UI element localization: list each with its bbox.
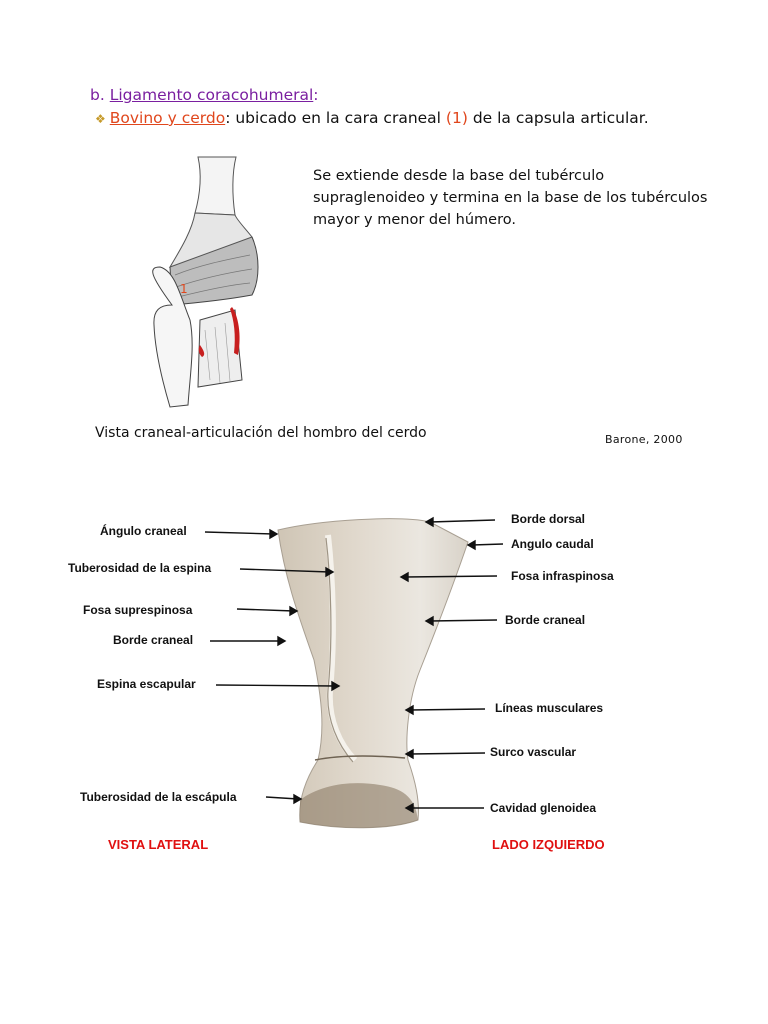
label-fosa-supraespinosa: Fosa suprespinosa	[83, 603, 193, 617]
bullet-number: (1)	[445, 109, 468, 127]
label-angulo-craneal: Ángulo craneal	[100, 524, 187, 538]
bullet-text-after: de la capsula articular.	[467, 109, 649, 127]
figure1-caption: Vista craneal-articulación del hombro del cerdo	[95, 425, 427, 441]
species-bullet	[95, 109, 649, 127]
label-fosa-infraspinosa: Fosa infraspinosa	[511, 569, 614, 583]
label-lineas-musculares: Líneas musculares	[495, 701, 604, 715]
label-borde-dorsal: Borde dorsal	[511, 512, 586, 526]
figure1-source: Barone, 2000	[605, 433, 683, 446]
label-surco-vascular: Surco vascular	[490, 745, 577, 759]
bullet-text-before: ubicado en la cara craneal	[230, 109, 446, 127]
species-name: Bovino y cerdo	[109, 109, 226, 127]
section-heading	[90, 86, 319, 104]
label-borde-craneal-right: Borde craneal	[505, 613, 586, 627]
view-lateral-caption: VISTA LATERAL	[108, 837, 209, 852]
shoulder-joint-illustration	[140, 155, 280, 415]
scapula-lateral-view	[0, 500, 768, 840]
label-borde-craneal-left: Borde craneal	[113, 633, 194, 647]
species-suffix: :	[225, 109, 231, 127]
label-espina-escapular: Espina escapular	[97, 677, 196, 691]
label-angulo-caudal: Angulo caudal	[511, 537, 594, 551]
label-tuberosidad-escapula: Tuberosidad de la escápula	[80, 790, 237, 804]
section-letter: b.	[90, 86, 105, 104]
diamond-bullet-icon: ❖	[95, 112, 106, 126]
label-cavidad-glenoidea: Cavidad glenoidea	[490, 801, 597, 815]
view-side-caption: LADO IZQUIERDO	[492, 837, 605, 852]
section-title-suffix: :	[313, 86, 319, 104]
ligament-description: Se extiende desde la base del tubérculo supraglenoideo y termina en la base de los tubérculos mayor y menor del húmero.	[313, 168, 708, 228]
section-title: Ligamento coracohumeral	[109, 86, 314, 104]
label-tuberosidad-espina: Tuberosidad de la espina	[68, 561, 212, 575]
figure1-marker: 1	[180, 282, 188, 296]
